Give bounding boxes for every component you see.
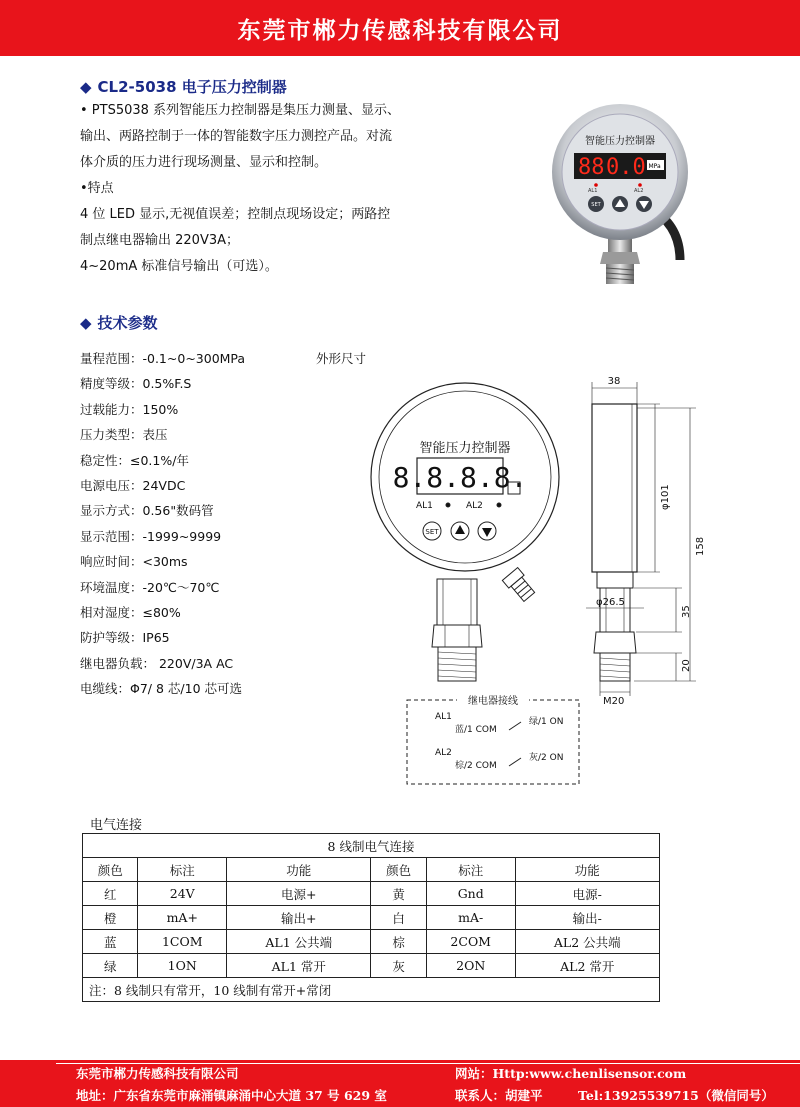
relay-wiring-diagram — [405, 692, 585, 787]
drawing-digits: 8.8.8.8. — [392, 461, 528, 494]
footer-banner — [0, 1060, 800, 1107]
footer-website[interactable]: 网站：Http:www.chenlisensor.com — [455, 1066, 687, 1081]
col-header: 功能 — [227, 858, 371, 882]
product-intro — [80, 98, 440, 280]
spec-item: 响应时间：<30ms — [80, 554, 188, 570]
footer-company: 东莞市郴力传感科技有限公司 — [76, 1066, 239, 1081]
dim-neck: φ26.5 — [596, 597, 625, 608]
intro-line: 体介质的压力进行现场测量、显示和控制。 — [80, 155, 328, 170]
electrical-label: 电气连接 — [90, 818, 143, 833]
col-header: 标注 — [426, 858, 515, 882]
header-banner — [0, 0, 800, 56]
svg-text:AL1: AL1 — [416, 501, 433, 511]
spec-item: 电缆线：Φ7/ 8 芯/10 芯可选 — [80, 681, 242, 697]
product-section-title: ◆ CL2-5038 电子压力控制器 — [80, 78, 287, 96]
svg-text:AL2: AL2 — [435, 748, 452, 758]
footer-tel: Tel:13925539715（微信同号） — [578, 1088, 774, 1103]
svg-text:AL2: AL2 — [466, 501, 483, 511]
drawing-set-button: SET — [425, 528, 439, 536]
table-row: 蓝 1COM AL1 公共端 棕 2COM AL2 公共端 — [83, 930, 660, 954]
table-note: 注：8 线制只有常开，10 线制有常开+常闭 — [83, 978, 660, 1002]
table-title-row — [83, 834, 660, 858]
drawing-face-label: 智能压力控制器 — [419, 441, 511, 456]
dim-total: 158 — [695, 536, 706, 556]
spec-item: 相对湿度：≤80% — [80, 604, 181, 620]
table-header-row — [83, 858, 660, 882]
svg-text:绿/1 ON: 绿/1 ON — [529, 717, 564, 727]
dim-thread: M20 — [603, 696, 625, 705]
col-header: 功能 — [515, 858, 659, 882]
spec-item: 防护等级：IP65 — [80, 630, 170, 646]
spec-item: 电源电压：24VDC — [80, 477, 186, 493]
device-photo — [530, 100, 710, 300]
table-row: 绿 1ON AL1 常开 灰 2ON AL2 常开 — [83, 954, 660, 978]
device-photo-label: 智能压力控制器 — [585, 136, 655, 147]
svg-text:AL1: AL1 — [588, 188, 598, 194]
drawing-down-icon — [482, 528, 492, 537]
col-header: 颜色 — [371, 858, 426, 882]
spec-item: 环境温度：-20℃～70℃ — [80, 579, 220, 595]
col-header: 标注 — [138, 858, 227, 882]
spec-item: 显示范围：-1999~9999 — [80, 528, 222, 544]
dim-width: 38 — [607, 376, 621, 387]
drawing-up-icon — [455, 525, 465, 534]
intro-line: 4 位 LED 显示,无视值误差；控制点现场设定；两路控 — [80, 207, 391, 222]
outline-drawing — [360, 360, 720, 705]
svg-text:蓝/1 COM: 蓝/1 COM — [455, 725, 497, 735]
specs-section-title: ◆ 技术参数 — [80, 314, 158, 332]
spec-item: 过载能力：150% — [80, 401, 179, 417]
svg-text:SET: SET — [591, 202, 601, 208]
spec-list — [80, 346, 245, 701]
table-note-row — [83, 978, 660, 1002]
spec-item: 稳定性：≤0.1%/年 — [80, 452, 189, 468]
spec-item: 量程范围：-0.1~0~300MPa — [80, 351, 246, 366]
relay-title: 继电器接线 — [468, 696, 518, 707]
svg-text:棕/2 COM: 棕/2 COM — [455, 761, 497, 771]
intro-line: 输出、两路控制于一体的智能数字压力测控产品。对流 — [80, 129, 393, 144]
svg-text:AL2: AL2 — [634, 188, 644, 194]
col-header: 颜色 — [83, 858, 138, 882]
intro-line: •特点 — [80, 181, 114, 196]
intro-line: • PTS5038 系列智能压力控制器是集压力测量、显示、 — [80, 103, 401, 118]
diamond-icon: ◆ — [80, 314, 92, 332]
intro-line: 4~20mA 标准信号输出（可选）。 — [80, 259, 278, 274]
electrical-table — [82, 833, 660, 1002]
dim-35: 35 — [681, 605, 692, 618]
table-row: 橙 mA+ 输出+ 白 mA- 输出- — [83, 906, 660, 930]
svg-text:88: 88 — [578, 155, 605, 180]
diamond-icon: ◆ — [80, 78, 92, 96]
intro-line: 制点继电器输出 220V3A； — [80, 233, 240, 248]
company-title: 东莞市郴力传感科技有限公司 — [237, 16, 563, 44]
svg-text:AL1: AL1 — [435, 712, 452, 722]
outline-dimension-label: 外形尺寸 — [316, 351, 367, 366]
footer-address: 地址：广东省东莞市麻涌镇麻涌中心大道 37 号 629 室 — [76, 1088, 387, 1103]
device-photo-value: 0.0 — [606, 155, 646, 180]
svg-text:灰/2 ON: 灰/2 ON — [529, 753, 564, 763]
table-title: 8 线制电气连接 — [83, 834, 660, 858]
table-row: 红 24V 电源+ 黄 Gnd 电源- — [83, 882, 660, 906]
spec-item: 精度等级：0.5%F.S — [80, 376, 192, 392]
footer-contact: 联系人：胡建平 — [455, 1088, 543, 1103]
spec-item: 继电器负载： 220V/3A AC — [80, 655, 234, 671]
spec-item: 压力类型：表压 — [80, 427, 168, 443]
dim-diameter: φ101 — [660, 484, 671, 510]
spec-item: 显示方式：0.56"数码管 — [80, 503, 214, 519]
dim-20: 20 — [681, 659, 692, 672]
device-photo-unit: MPa — [648, 163, 661, 170]
